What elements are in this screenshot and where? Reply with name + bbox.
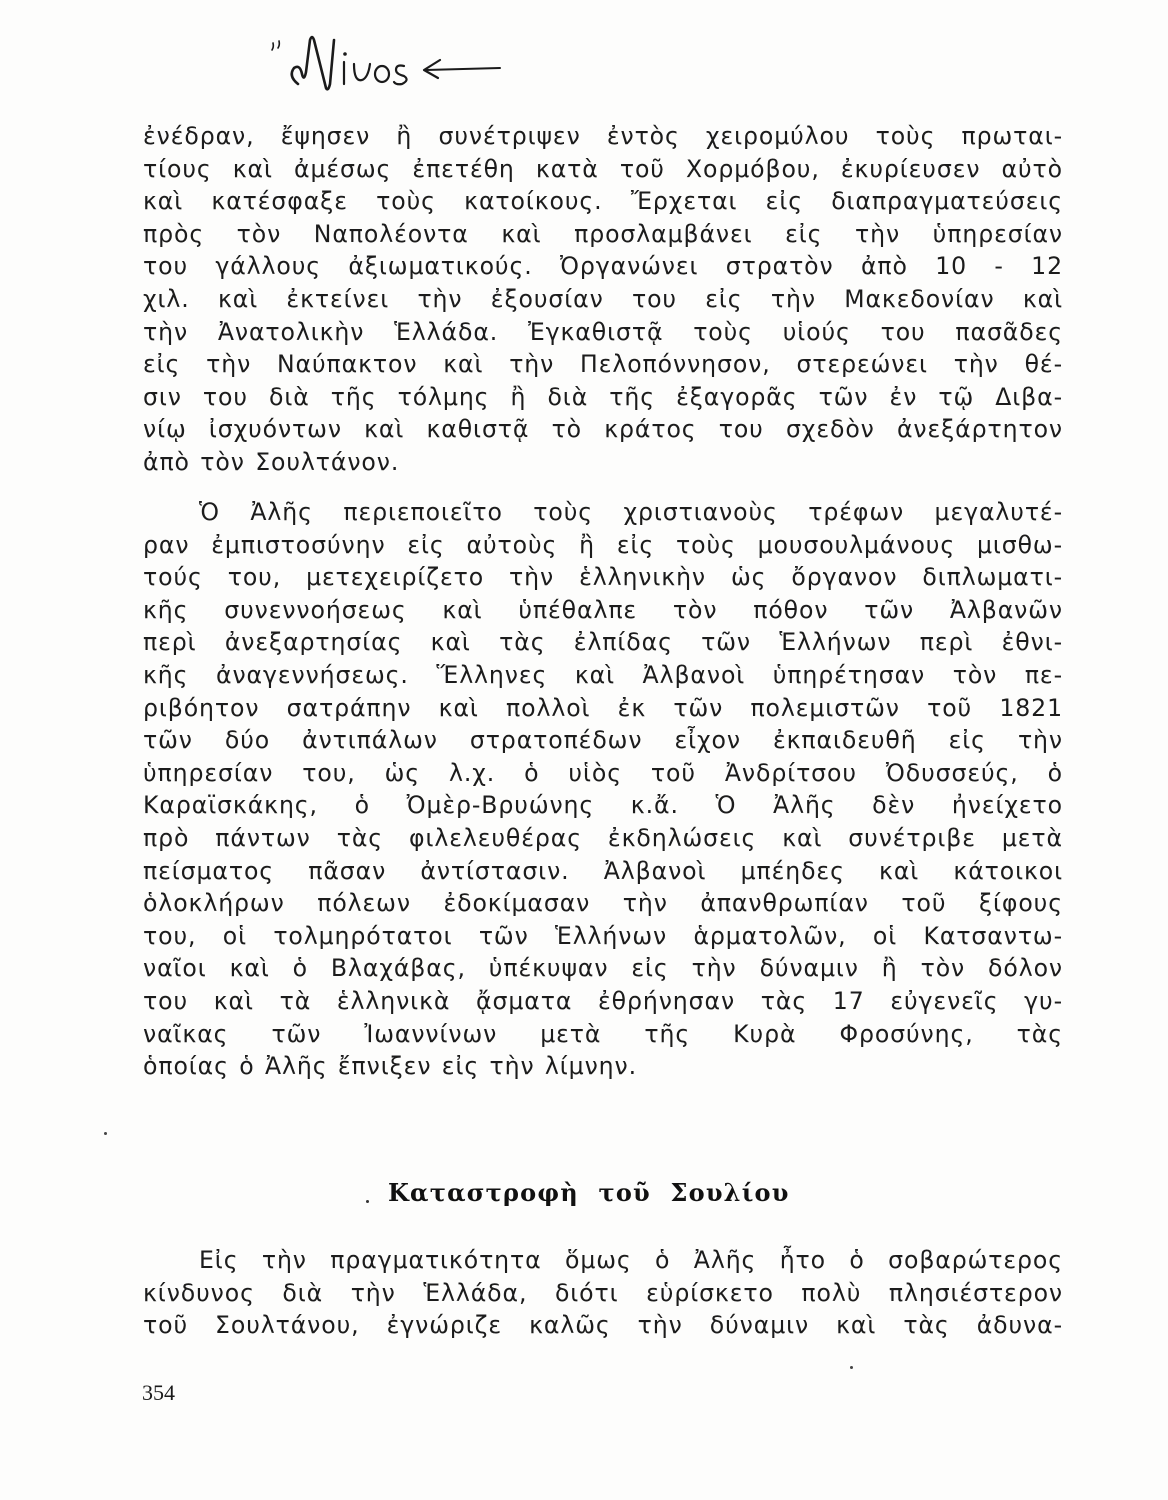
text-line: πρὸ πάντων τὰς φιλελευθέρας ἐκδηλώσεις καὶ συνέτριβε μετὰ [143,823,1063,852]
text-line: ναῖκας τῶν Ἰωαννίνων μετὰ τῆς Κυρὰ Φροσύνης, τὰς [143,1019,1063,1048]
paragraph-2 [143,496,1063,1083]
text-line: τῶν δύο ἀντιπάλων στρατοπέδων εἶχον ἐκπαιδευθῆ εἰς τὴν [143,726,1063,755]
text-line: του γάλλους ἀξιωματικούς. Ὀργανώνει στρατὸν ἀπὸ 10 - 12 [143,252,1063,281]
text-line: κίνδυνος διὰ τὴν Ἑλλάδα, διότι εὑρίσκετο πολὺ πλησιέστερον [143,1278,1063,1307]
text-line: σιν του διὰ τῆς τόλμης ἢ διὰ τῆς ἐξαγορᾶς τῶν ἐν τῷ Διβα- [143,382,1063,411]
paragraph-3 [143,1244,1063,1342]
scan-speck [104,1132,107,1135]
handwritten-annotation [268,26,508,106]
text-line: τὴν Ἀνατολικὴν Ἑλλάδα. Ἐγκαθιστᾷ τοὺς υἱούς του πασᾶδες [143,317,1063,346]
text-line: ὁλοκλήρων πόλεων ἐδοκίμασαν τὴν ἀπανθρωπίαν τοῦ ξίφους [143,889,1063,918]
text-line: πείσματος πᾶσαν ἀντίστασιν. Ἀλβανοὶ μπέηδες καὶ κάτοικοι [143,856,1063,885]
text-line: ραν ἐμπιστοσύνην εἰς αὐτοὺς ἢ εἰς τοὺς μουσουλμάνους μισθω- [143,530,1063,559]
section-heading: Καταστροφὴ τοῦ Σουλίου [388,1178,790,1207]
text-line: Ὁ Ἀλῆς περιεποιεῖτο τοὺς χριστιανοὺς τρέφων μεγαλυτέ- [199,498,1063,526]
text-line: ναῖοι καὶ ὁ Βλαχάβας, ὑπέκυψαν εἰς τὴν δύναμιν ἢ τὸν δόλον [143,954,1063,983]
text-line: πρὸς τὸν Ναπολέοντα καὶ προσλαμβάνει εἰς τὴν ὑπηρεσίαν [143,219,1063,248]
page-number: 354 [142,1380,175,1405]
text-line: ὑπηρεσίαν του, ὡς λ.χ. ὁ υἱὸς τοῦ Ἀνδρίτσου Ὀδυσσεύς, ὁ [143,758,1063,787]
text-line: τίους καὶ ἀμέσως ἐπετέθη κατὰ τοῦ Χορμόβου, ἐκυρίευσεν αὐτὸ [143,154,1063,183]
text-line: περὶ ἀνεξαρτησίας καὶ τὰς ἐλπίδας τῶν Ἑλλήνων περὶ ἐθνι- [143,628,1063,657]
handwritten-name-drawing [268,26,508,106]
paragraph-1 [143,120,1063,479]
text-line: κῆς ἀναγεννήσεως. Ἕλληνες καὶ Ἀλβανοὶ ὑπηρέτησαν τὸν πε- [143,660,1063,689]
text-line: του καὶ τὰ ἑλληνικὰ ᾄσματα ἐθρήνησαν τὰς 17 εὐγενεῖς γυ- [143,986,1063,1015]
stray-dot [366,1200,369,1203]
scan-speck [850,1366,853,1369]
text-line: ριβόητον σατράπην καὶ πολλοὶ ἐκ τῶν πολεμιστῶν τοῦ 1821 [143,693,1063,722]
text-line: τοῦ Σουλτάνου, ἐγνώριζε καλῶς τὴν δύναμιν καὶ τὰς ἀδυνα- [143,1311,1063,1340]
text-line: ἀπὸ τὸν Σουλτάνον. [143,447,400,476]
text-line: ἐνέδραν, ἔψησεν ἢ συνέτριψεν ἐντὸς χειρομύλου τοὺς πρωται- [143,122,1063,150]
text-line: Καραϊσκάκης, ὁ Ὀμὲρ-Βρυώνης κ.ἄ. Ὁ Ἀλῆς δὲν ἠνείχετο [143,791,1063,820]
text-line: νίῳ ἰσχυόντων καὶ καθιστᾷ τὸ κράτος του σχεδὸν ἀνεξάρτητον [143,415,1063,444]
text-line: ὁποίας ὁ Ἀλῆς ἔπνιξεν εἰς τὴν λίμνην. [143,1052,637,1081]
text-line: του, οἱ τολμηρότατοι τῶν Ἑλλήνων ἁρματολῶν, οἱ Κατσαντω- [143,921,1063,950]
text-line: καὶ κατέσφαξε τοὺς κατοίκους. Ἔρχεται εἰς διαπραγματεύσεις [143,187,1063,216]
text-line: χιλ. καὶ ἐκτείνει τὴν ἐξουσίαν του εἰς τὴν Μακεδονίαν καὶ [143,284,1063,313]
text-line: Εἰς τὴν πραγματικότητα ὅμως ὁ Ἀλῆς ἦτο ὁ σοβαρώτερος [199,1246,1063,1274]
text-line: τούς του, μετεχειρίζετο τὴν ἑλληνικὴν ὡς ὄργανον διπλωματι- [143,563,1063,592]
text-line: εἰς τὴν Ναύπακτον καὶ τὴν Πελοπόννησον, στερεώνει τὴν θέ- [143,350,1063,379]
text-line: κῆς συνεννοήσεως καὶ ὑπέθαλπε τὸν πόθον τῶν Ἀλβανῶν [143,595,1063,624]
